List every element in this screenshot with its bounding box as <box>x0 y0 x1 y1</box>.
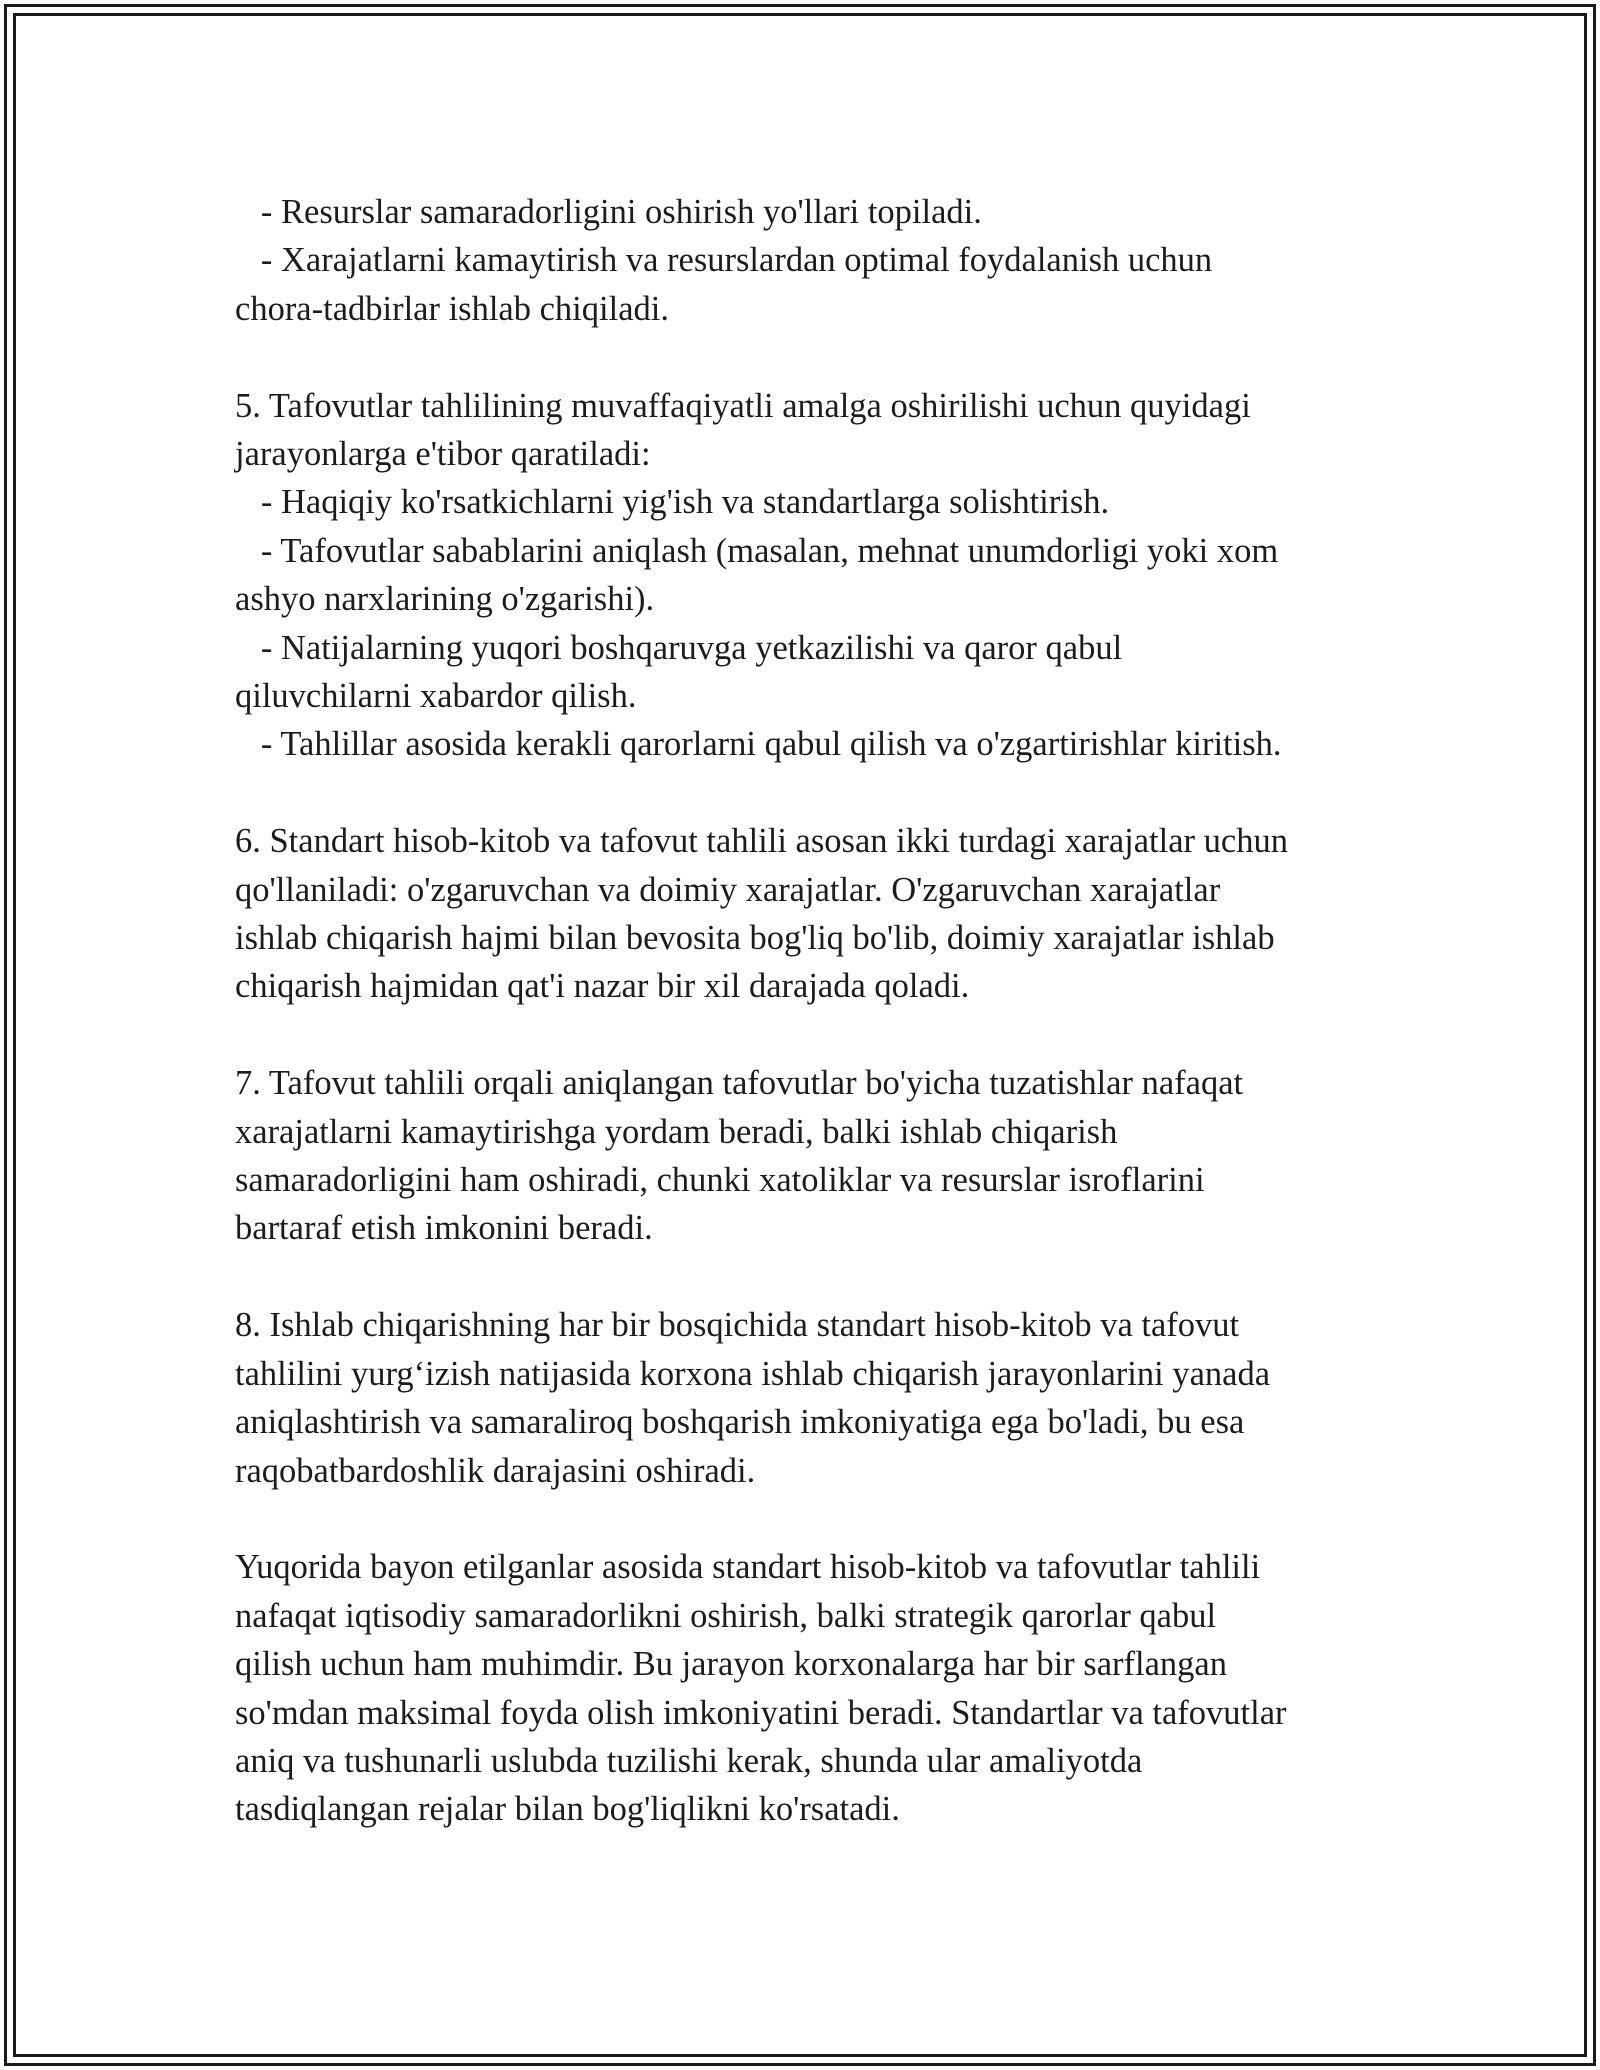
list-item: - Xarajatlarni kamaytirish va resurslardan optimal foydalanish uchun <box>235 241 1213 280</box>
text-line: qo'llaniladi: o'zgaruvchan va doimiy xarajatlar. O'zgaruvchan xarajatlar <box>235 870 1221 909</box>
paragraph-gap <box>235 333 1365 381</box>
text-line: tasdiqlangan rejalar bilan bog'liqlikni ko'rsatadi. <box>235 1790 900 1829</box>
list-item: - Natijalarning yuqori boshqaruvga yetkazilishi va qaror qabul <box>235 628 1123 667</box>
list-item: - Tahlillar asosida kerakli qarorlarni qabul qilish va o'zgartirishlar kiritish. <box>235 725 1282 764</box>
paragraph-gap <box>235 1253 1365 1301</box>
text-line: chora-tadbirlar ishlab chiqiladi. <box>235 289 669 328</box>
text-line: nafaqat iqtisodiy samaradorlikni oshirish, balki strategik qarorlar qabul <box>235 1596 1217 1635</box>
text-line: samaradorligini ham oshiradi, chunki xatoliklar va resurslar isroflarini <box>235 1161 1205 1200</box>
text-line: so'mdan maksimal foyda olish imkoniyatini beradi. Standartlar va tafovutlar <box>235 1693 1287 1732</box>
text-line: chiqarish hajmidan qat'i nazar bir xil darajada qoladi. <box>235 967 970 1006</box>
text-line: aniqlashtirish va samaraliroq boshqarish imkoniyatiga ega bo'ladi, bu esa <box>235 1403 1245 1442</box>
text-line: ishlab chiqarish hajmi bilan bevosita bog'liq bo'lib, doimiy xarajatlar ishlab <box>235 919 1275 958</box>
text-line: tahlilini yurg‘izish natijasida korxona ishlab chiqarish jarayonlarini yanada <box>235 1354 1271 1393</box>
numbered-paragraph-8: 8. Ishlab chiqarishning har bir bosqichida standart hisob-kitob va tafovut <box>235 1306 1240 1345</box>
conclusion-paragraph: Yuqorida bayon etilganlar asosida standart hisob-kitob va tafovutlar tahlili <box>235 1548 1261 1587</box>
list-item: - Tafovutlar sabablarini aniqlash (masalan, mehnat unumdorligi yoki xom <box>235 531 1279 570</box>
text-line: raqobatbardoshlik darajasini oshiradi. <box>235 1451 756 1490</box>
text-line: ashyo narxlarining o'zgarishi). <box>235 580 655 619</box>
numbered-paragraph-6: 6. Standart hisob-kitob va tafovut tahlili asosan ikki turdagi xarajatlar uchun <box>235 822 1288 861</box>
text-line: jarayonlarga e'tibor qaratiladi: <box>235 435 651 474</box>
numbered-paragraph-7: 7. Tafovut tahlili orqali aniqlangan tafovutlar bo'yicha tuzatishlar nafaqat <box>235 1064 1244 1103</box>
list-item: - Haqiqiy ko'rsatkichlarni yig'ish va standartlarga solishtirish. <box>235 483 1110 522</box>
text-line: aniq va tushunarli uslubda tuzilishi kerak, shunda ular amaliyotda <box>235 1741 1143 1780</box>
text-line: qiluvchilarni xabardor qilish. <box>235 677 637 716</box>
list-item: - Resurslar samaradorligini oshirish yo'llari topiladi. <box>235 193 982 231</box>
paragraph-gap <box>235 1011 1365 1059</box>
numbered-paragraph-5: 5. Tafovutlar tahlilining muvaffaqiyatli amalga oshirilishi uchun quyidagi <box>235 386 1251 425</box>
text-line: xarajatlarni kamaytirishga yordam beradi, balki ishlab chiqarish <box>235 1112 1118 1151</box>
document-body <box>235 188 1365 1834</box>
paragraph-gap <box>235 769 1365 817</box>
text-line: qilish uchun ham muhimdir. Bu jarayon korxonalarga har bir sarflangan <box>235 1645 1227 1684</box>
text-line: bartaraf etish imkonini beradi. <box>235 1209 653 1248</box>
paragraph-gap <box>235 1495 1365 1543</box>
